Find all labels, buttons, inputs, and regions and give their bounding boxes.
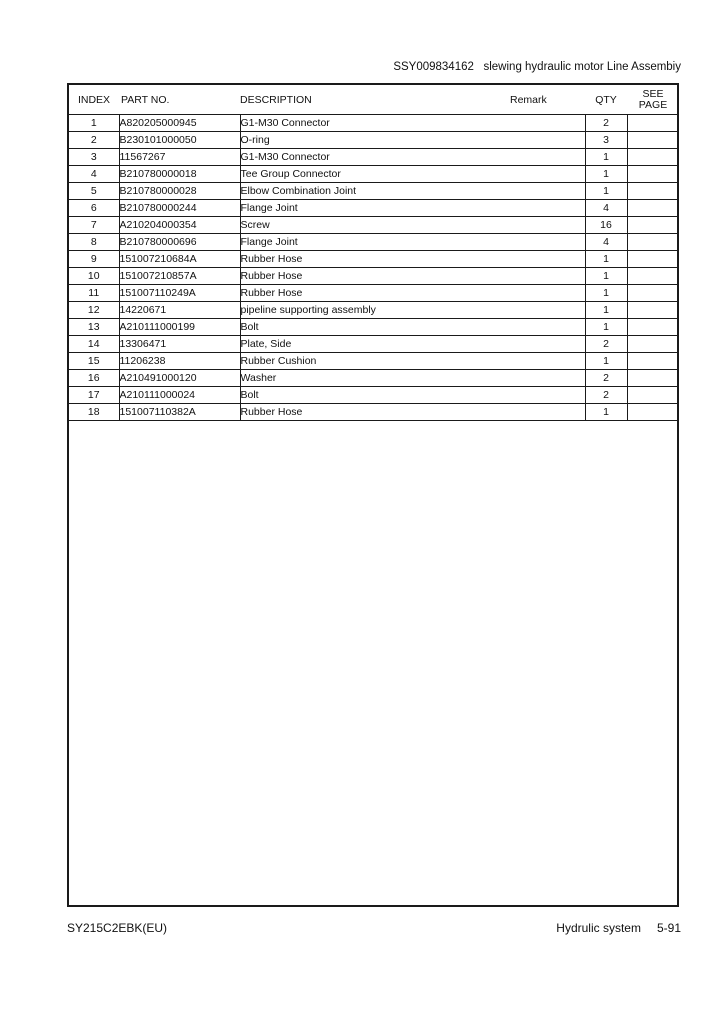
footer-right [556,921,681,935]
cell-qty: 2 [585,370,627,387]
cell-remark [510,336,585,353]
footer-page-number: 5-91 [656,921,681,935]
cell-qty: 4 [585,234,627,251]
cell-remark [510,370,585,387]
cell-qty: 1 [585,251,627,268]
cell-qty: 1 [585,404,627,421]
cell-index: 5 [69,183,119,200]
cell-qty: 3 [585,132,627,149]
table-row [69,217,679,234]
cell-part-no: 13306471 [119,336,240,353]
cell-qty: 2 [585,387,627,404]
cell-qty: 2 [585,115,627,132]
table-row [69,251,679,268]
cell-see-page [627,200,679,217]
cell-part-no: 11206238 [119,353,240,370]
cell-index: 15 [69,353,119,370]
cell-see-page [627,149,679,166]
cell-remark [510,387,585,404]
cell-see-page [627,336,679,353]
cell-see-page [627,115,679,132]
see-page-line1: SEE [642,87,664,100]
cell-see-page [627,302,679,319]
cell-part-no: 11567267 [119,149,240,166]
table-body [69,115,679,421]
cell-remark [510,353,585,370]
cell-description: G1-M30 Connector [240,115,510,132]
cell-qty: 1 [585,149,627,166]
cell-index: 4 [69,166,119,183]
cell-description: Plate, Side [240,336,510,353]
column-header-remark: Remark [510,85,585,115]
cell-qty: 1 [585,302,627,319]
table-row [69,132,679,149]
cell-see-page [627,183,679,200]
cell-remark [510,132,585,149]
cell-description: O-ring [240,132,510,149]
footer-section: Hydrulic system [556,921,641,935]
cell-part-no: A210111000199 [119,319,240,336]
cell-remark [510,319,585,336]
column-header-qty: QTY [585,85,627,115]
column-header-part-no: PART NO. [119,85,240,115]
cell-index: 11 [69,285,119,302]
cell-see-page [627,234,679,251]
cell-index: 18 [69,404,119,421]
parts-table [69,85,679,421]
cell-see-page [627,132,679,149]
cell-part-no: A210491000120 [119,370,240,387]
table-row [69,200,679,217]
cell-part-no: 151007210684A [119,251,240,268]
cell-qty: 2 [585,336,627,353]
cell-index: 3 [69,149,119,166]
table-row [69,268,679,285]
column-header-description: DESCRIPTION [240,85,510,115]
cell-remark [510,200,585,217]
cell-description: Screw [240,217,510,234]
table-row [69,183,679,200]
table-row [69,285,679,302]
cell-index: 8 [69,234,119,251]
cell-part-no: B230101000050 [119,132,240,149]
table-row [69,387,679,404]
cell-see-page [627,217,679,234]
document-title: slewing hydraulic motor Line Assembiy [483,61,681,73]
cell-part-no: 151007110249A [119,285,240,302]
cell-description: Rubber Hose [240,404,510,421]
cell-index: 17 [69,387,119,404]
table-row [69,302,679,319]
cell-see-page [627,404,679,421]
cell-see-page [627,166,679,183]
table-header-row [69,85,679,115]
table-row [69,336,679,353]
cell-index: 1 [69,115,119,132]
table-row [69,115,679,132]
cell-remark [510,166,585,183]
cell-see-page [627,285,679,302]
cell-description: Elbow Combination Joint [240,183,510,200]
table-row [69,166,679,183]
cell-description: Flange Joint [240,234,510,251]
cell-see-page [627,387,679,404]
cell-part-no: B210780000018 [119,166,240,183]
cell-see-page [627,370,679,387]
cell-description: Rubber Hose [240,268,510,285]
cell-remark [510,149,585,166]
cell-remark [510,251,585,268]
cell-see-page [627,268,679,285]
cell-part-no: A820205000945 [119,115,240,132]
cell-remark [510,217,585,234]
page-header [393,61,681,73]
cell-qty: 1 [585,285,627,302]
cell-index: 6 [69,200,119,217]
table-row [69,370,679,387]
document-code: SSY009834162 [393,61,474,73]
table-row [69,319,679,336]
cell-part-no: A210111000024 [119,387,240,404]
cell-remark [510,285,585,302]
cell-part-no: 14220671 [119,302,240,319]
cell-part-no: 151007110382A [119,404,240,421]
cell-remark [510,302,585,319]
table-row [69,149,679,166]
cell-remark [510,183,585,200]
cell-remark [510,404,585,421]
cell-description: Rubber Hose [240,251,510,268]
cell-qty: 1 [585,353,627,370]
cell-see-page [627,319,679,336]
cell-description: Washer [240,370,510,387]
cell-index: 13 [69,319,119,336]
cell-qty: 16 [585,217,627,234]
cell-part-no: A210204000354 [119,217,240,234]
cell-qty: 1 [585,183,627,200]
cell-description: G1-M30 Connector [240,149,510,166]
cell-part-no: 151007210857A [119,268,240,285]
cell-description: Rubber Hose [240,285,510,302]
cell-qty: 1 [585,268,627,285]
cell-index: 2 [69,132,119,149]
cell-index: 9 [69,251,119,268]
cell-description: Rubber Cushion [240,353,510,370]
cell-description: pipeline supporting assembly [240,302,510,319]
cell-part-no: B210780000028 [119,183,240,200]
cell-remark [510,234,585,251]
table-row [69,234,679,251]
cell-index: 14 [69,336,119,353]
cell-qty: 1 [585,166,627,183]
cell-description: Bolt [240,319,510,336]
cell-remark [510,268,585,285]
column-header-see-page [627,85,679,115]
cell-remark [510,115,585,132]
cell-index: 16 [69,370,119,387]
footer-model: SY215C2EBK(EU) [67,921,168,935]
cell-see-page [627,353,679,370]
column-header-index: INDEX [69,85,119,115]
cell-description: Flange Joint [240,200,510,217]
cell-see-page [627,251,679,268]
cell-index: 7 [69,217,119,234]
cell-part-no: B210780000696 [119,234,240,251]
parts-list-frame [67,83,679,907]
cell-qty: 4 [585,200,627,217]
table-row [69,404,679,421]
cell-qty: 1 [585,319,627,336]
cell-part-no: B210780000244 [119,200,240,217]
cell-index: 10 [69,268,119,285]
table-row [69,353,679,370]
cell-index: 12 [69,302,119,319]
cell-description: Tee Group Connector [240,166,510,183]
see-page-line2: PAGE [638,98,668,111]
cell-description: Bolt [240,387,510,404]
